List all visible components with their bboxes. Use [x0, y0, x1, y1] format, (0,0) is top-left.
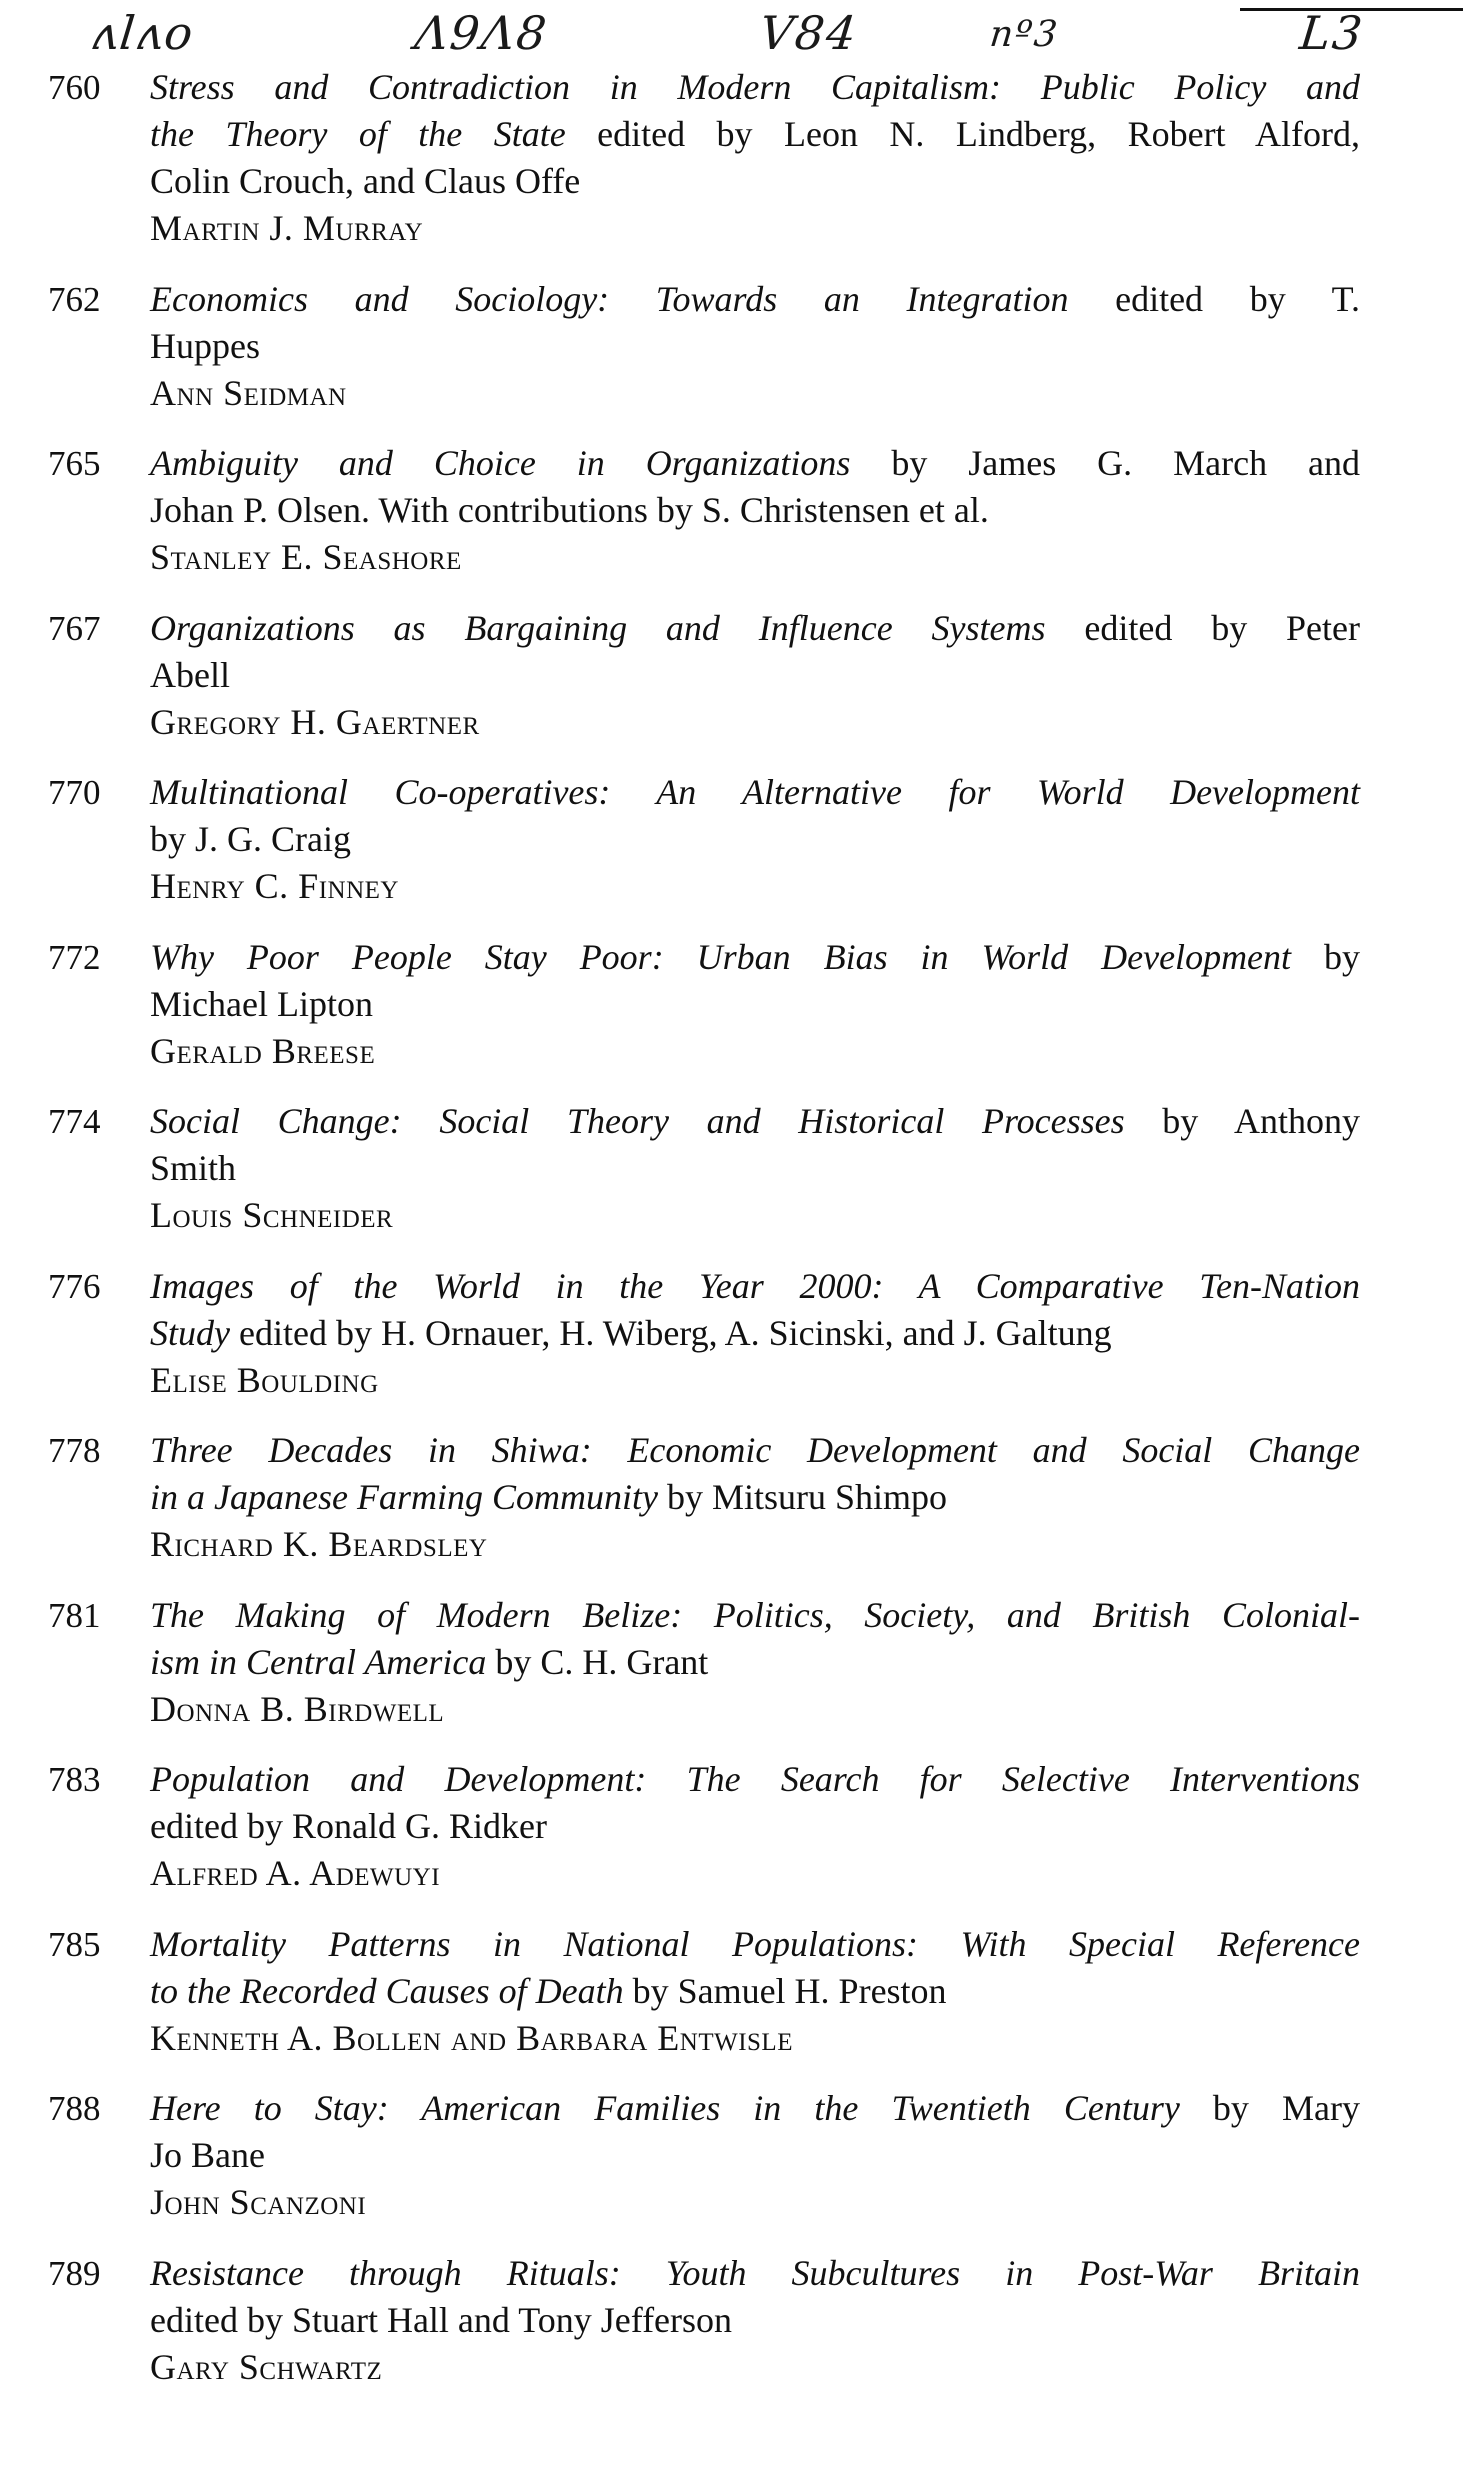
- citation-text: Michael Lipton: [150, 983, 373, 1024]
- page-number: 772: [48, 937, 101, 977]
- book-title-text: the Theory of the State: [150, 114, 566, 154]
- review-entry: [40, 276, 1360, 417]
- review-entry: [40, 2085, 1360, 2226]
- page-number: 789: [48, 2253, 101, 2293]
- reviewer-name: Stanley E. Seashore: [150, 537, 462, 577]
- reviewer-name: Louis Schneider: [150, 1195, 394, 1235]
- handwritten-mark: Λ9Λ8: [412, 6, 551, 60]
- review-entry: [40, 1756, 1360, 1897]
- reviewer-name: Alfred A. Adewuyi: [150, 1853, 441, 1893]
- citation-text: edited by Peter: [1045, 607, 1361, 648]
- page-number: 781: [48, 1595, 101, 1635]
- page-number: 785: [48, 1924, 101, 1964]
- reviewer-name: Elise Boulding: [150, 1359, 379, 1400]
- review-entry: [40, 1263, 1360, 1404]
- reviewer-name: John Scanzoni: [150, 2182, 367, 2222]
- book-title-text: to the Recorded Causes of Death: [150, 1970, 624, 2011]
- book-title-text: Population and Development: The Search for Selective Interventions: [150, 1759, 1360, 1799]
- book-title-text: Social Change: Social Theory and Historical Processes: [150, 1101, 1125, 1141]
- page-number: 760: [48, 68, 101, 107]
- citation-line: [150, 440, 1360, 487]
- book-title-text: Organizations as Bargaining and Influence Systems: [150, 607, 1046, 648]
- reviewer-name: Gregory H. Gaertner: [150, 701, 480, 742]
- book-title-text: Multinational Co-operatives: An Alternative for World Development: [150, 772, 1360, 812]
- citation-line: [150, 1098, 1360, 1145]
- citation-line: [150, 158, 1360, 205]
- citation-line: [150, 652, 1360, 699]
- review-entry: [40, 1921, 1360, 2062]
- reviewer-name: Kenneth A. Bollen and Barbara Entwisle: [150, 2017, 793, 2058]
- citation-line: [150, 111, 1360, 158]
- citation-text: edited by H. Ornauer, H. Wiberg, A. Sicinski, and J. Galtung: [229, 1312, 1112, 1353]
- citation-text: edited by T.: [1068, 278, 1360, 319]
- book-title-text: Study: [150, 1312, 230, 1353]
- page-number: 776: [48, 1266, 101, 1306]
- citation-line: [150, 487, 1360, 534]
- citation-line: [150, 2297, 1360, 2344]
- citation-text: edited by Ronald G. Ridker: [150, 1806, 547, 1846]
- review-entry: [40, 440, 1360, 581]
- citation-line: [150, 1921, 1360, 1968]
- page-number: 788: [48, 2089, 101, 2128]
- citation-text: by James G. March and: [850, 443, 1360, 483]
- citation-text: by J. G. Craig: [150, 819, 351, 859]
- reviewer-name: Richard K. Beardsley: [150, 1524, 488, 1564]
- citation-line: [150, 2250, 1360, 2297]
- reviewer-name: Donna B. Birdwell: [150, 1688, 445, 1729]
- reviewer-name: Martin J. Murray: [150, 208, 424, 248]
- citation-line: [150, 1803, 1360, 1850]
- citation-line: [150, 1639, 1360, 1686]
- citation-text: edited by Leon N. Lindberg, Robert Alford,: [565, 114, 1360, 154]
- book-title-text: ism in Central America: [150, 1641, 487, 1682]
- citation-line: [150, 605, 1360, 652]
- citation-text: Abell: [150, 654, 230, 695]
- review-entry: [40, 1098, 1360, 1239]
- review-entry: [40, 605, 1360, 746]
- page-number: 762: [48, 279, 101, 319]
- page-number: 765: [48, 444, 101, 483]
- citation-text: Colin Crouch, and Claus Offe: [150, 161, 581, 201]
- book-title-text: in a Japanese Farming Community: [150, 1477, 658, 1517]
- citation-text: by Mary: [1179, 2088, 1360, 2128]
- review-entry: [40, 64, 1360, 252]
- review-entry: [40, 1427, 1360, 1568]
- handwritten-mark: L3: [1297, 6, 1367, 60]
- citation-text: by Anthony: [1124, 1101, 1360, 1141]
- handwritten-mark: nº3: [987, 14, 1062, 55]
- citation-line: [150, 323, 1360, 370]
- citation-line: [150, 1474, 1360, 1521]
- review-list: [40, 64, 1360, 2414]
- citation-line: [150, 2132, 1360, 2179]
- citation-line: [150, 769, 1360, 816]
- page-number: 774: [48, 1102, 101, 1141]
- page-number: 783: [48, 1760, 101, 1799]
- book-title-text: Ambiguity and Choice in Organizations: [150, 443, 851, 483]
- book-title-text: Resistance through Rituals: Youth Subcultures in Post-War Britain: [150, 2252, 1360, 2293]
- citation-line: [150, 1263, 1360, 1310]
- citation-text: Jo Bane: [150, 2135, 265, 2175]
- review-entry: [40, 934, 1360, 1075]
- handwritten-mark: ʌlʌo: [89, 6, 198, 60]
- citation-line: [150, 981, 1360, 1028]
- page-number: 767: [48, 608, 101, 648]
- citation-line: [150, 276, 1360, 323]
- citation-text: by: [1291, 936, 1360, 977]
- page-number: 778: [48, 1431, 101, 1470]
- book-title-text: Why Poor People Stay Poor: Urban Bias in World Development: [150, 936, 1292, 977]
- citation-line: [150, 64, 1360, 111]
- book-title-text: Here to Stay: American Families in the Twentieth Century: [150, 2088, 1180, 2128]
- citation-text: Smith: [150, 1148, 237, 1188]
- citation-text: by Mitsuru Shimpo: [657, 1477, 947, 1517]
- citation-text: by C. H. Grant: [486, 1641, 709, 1682]
- page-number: 770: [48, 773, 101, 812]
- citation-line: [150, 934, 1360, 981]
- reviewer-name: Gerald Breese: [150, 1030, 376, 1071]
- reviewer-name: Henry C. Finney: [150, 866, 399, 906]
- citation-text: by Samuel H. Preston: [623, 1970, 947, 2011]
- book-title-text: Images of the World in the Year 2000: A Comparative Ten-Nation: [150, 1265, 1360, 1306]
- book-title-text: The Making of Modern Belize: Politics, Society, and British Colonial-: [150, 1594, 1360, 1635]
- review-entry: [40, 769, 1360, 910]
- citation-text: Johan P. Olsen. With contributions by S. Christensen et al.: [150, 490, 989, 530]
- review-entry: [40, 2250, 1360, 2391]
- citation-line: [150, 1592, 1360, 1639]
- citation-text: edited by Stuart Hall and Tony Jefferson: [150, 2299, 733, 2340]
- citation-line: [150, 1756, 1360, 1803]
- reviewer-name: Gary Schwartz: [150, 2346, 383, 2387]
- citation-line: [150, 1968, 1360, 2015]
- review-entry: [40, 1592, 1360, 1733]
- citation-line: [150, 1427, 1360, 1474]
- book-title-text: Economics and Sociology: Towards an Integration: [150, 278, 1069, 319]
- book-title-text: Stress and Contradiction in Modern Capitalism: Public Policy and: [150, 67, 1360, 107]
- citation-line: [150, 2085, 1360, 2132]
- citation-text: Huppes: [150, 325, 260, 366]
- citation-line: [150, 1145, 1360, 1192]
- reviewer-name: Ann Seidman: [150, 372, 347, 413]
- citation-line: [150, 816, 1360, 863]
- book-title-text: Mortality Patterns in National Populations: With Special Reference: [150, 1923, 1360, 1964]
- citation-line: [150, 1310, 1360, 1357]
- book-title-text: Three Decades in Shiwa: Economic Development and Social Change: [150, 1430, 1360, 1470]
- handwritten-mark: V84: [757, 6, 861, 60]
